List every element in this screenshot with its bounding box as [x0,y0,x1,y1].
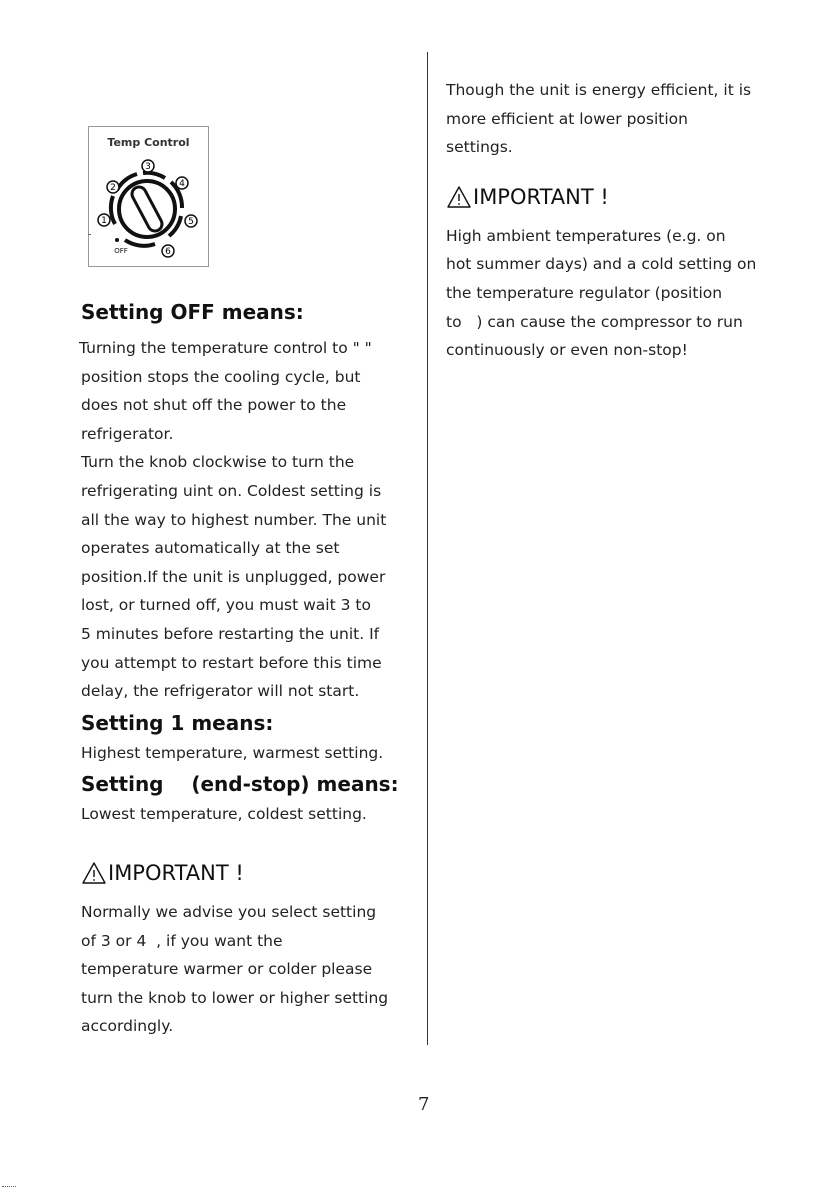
heading-setting-off: Setting OFF means: [81,300,304,324]
text-line: Normally we advise you select setting [81,902,377,921]
text-line: 5 minutes before restarting the unit. If [81,624,380,643]
heading-setting-1: Setting 1 means: [81,710,274,735]
svg-text:5: 5 [188,217,194,227]
dial-number-2 [107,181,119,193]
text-line: continuously or even non-stop! [446,341,688,360]
important-label: IMPORTANT ! [108,860,244,885]
text-line: delay, the refrigerator will not start. [81,682,360,701]
warning-triangle-icon [81,861,107,885]
warning-triangle-icon [446,185,472,209]
off-marker-dot [115,238,119,242]
dial-number-6 [162,245,174,257]
text-line: to ) can cause the compressor to run [446,312,743,331]
text-line: settings. [446,138,513,157]
text-line: accordingly. [81,1017,174,1036]
text-line: you attempt to restart before this time [81,653,382,672]
dial-number-3 [142,160,154,172]
text-line: refrigerator. [81,424,174,443]
para-setting-1: Highest temperature, warmest setting. [81,743,384,762]
svg-text:2: 2 [110,183,116,193]
para-efficiency [446,76,776,162]
text-line: Turn the knob clockwise to turn the [81,453,355,472]
text-line: turn the knob to lower or higher setting [81,988,389,1007]
para-important-left [81,898,411,1041]
text-line: the temperature regulator (position [446,283,723,302]
para-setting-end: Lowest temperature, coldest setting. [81,805,367,824]
text-line: position stops the cooling cycle, but [81,367,361,386]
text-line: all the way to highest number. The unit [81,510,387,529]
dial-number-1 [98,214,110,226]
text-line: position.If the unit is unplugged, power [81,567,386,586]
important-heading-left [81,858,411,888]
text-line: more efficient at lower position [446,109,688,128]
para-important-right [446,222,776,365]
text-line: operates automatically at the set [81,539,340,558]
left-column [81,298,411,1041]
text-line: hot summer days) and a cold setting on [446,255,757,274]
text-line: High ambient temperatures (e.g. on [446,226,726,245]
svg-text:3: 3 [145,162,151,172]
text-line: of 3 or 4 , if you want the [81,931,283,950]
text-line: refrigerating uint on. Coldest setting is [81,481,382,500]
text-line: Though the unit is energy efficient, it is [446,81,752,99]
svg-text:4: 4 [179,179,185,189]
text-line: does not shut off the power to the [81,396,347,415]
para-setting-off [81,334,411,706]
svg-text:1: 1 [101,216,107,226]
figure-title: Temp Control [107,136,190,149]
text-line: lost, or turned off, you must wait 3 to [81,596,371,615]
heading-setting-end: Setting (end-stop) means: [81,772,399,797]
corner-mark [2,1186,16,1188]
svg-text:6: 6 [165,247,171,257]
dial-number-5 [185,215,197,227]
temp-dial-diagram [89,152,208,262]
text-line: Turning the temperature control to " " [79,339,372,357]
dial-number-4 [176,177,188,189]
stray-mark [88,234,91,235]
off-label: OFF [114,247,128,255]
right-column [446,76,776,365]
important-heading-right [446,182,776,212]
important-label: IMPORTANT ! [473,184,609,209]
text-line: temperature warmer or colder please [81,960,373,979]
page-number: 7 [418,1094,430,1115]
column-divider [427,52,428,1045]
temp-control-figure [88,126,209,267]
